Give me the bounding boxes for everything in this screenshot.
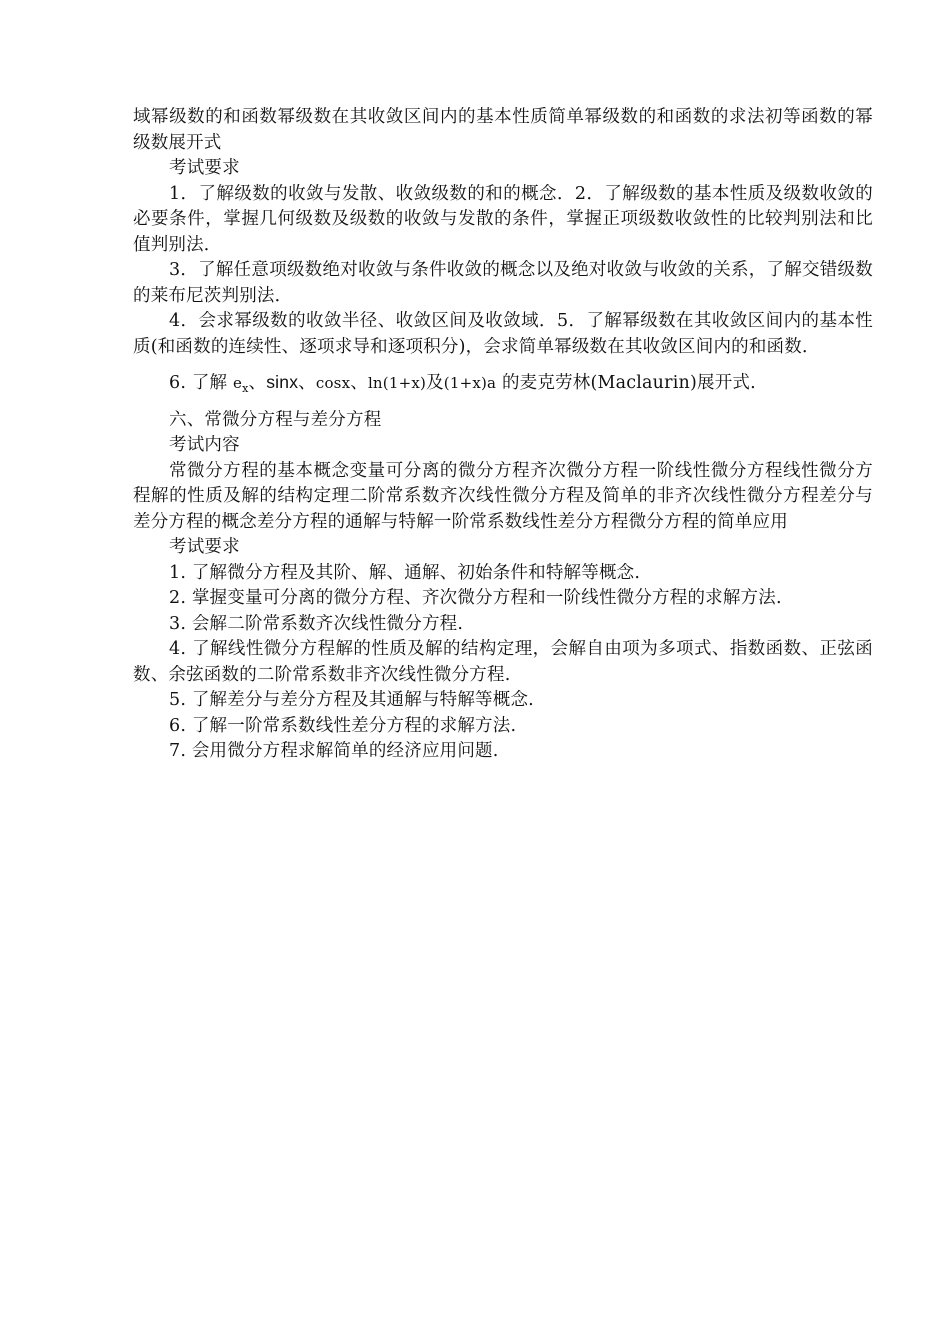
- req6-e: e: [233, 374, 243, 392]
- req6-prefix: 6. 了解: [169, 373, 234, 393]
- req6-and: 及: [426, 373, 444, 393]
- section5-requirements-title: 考试要求: [169, 158, 240, 178]
- section6-requirement-4: 4. 了解线性微分方程解的性质及解的结构定理，会解自由项为多项式、指数函数、正弦函数、余弦函数的二阶常系数非齐次线性微分方程.: [133, 639, 873, 685]
- section6-requirement-2: 2. 掌握变量可分离的微分方程、齐次微分方程和一阶线性微分方程的求解方法.: [169, 588, 782, 608]
- req6-sep2: 、: [298, 373, 316, 393]
- section6-requirement-5: 5. 了解差分与差分方程及其通解与特解等概念.: [169, 690, 534, 710]
- req6-cosx: cosx: [315, 374, 351, 392]
- req6-power: (1+x)a: [443, 374, 497, 392]
- req6-suffix: 的麦克劳林(Maclaurin)展开式.: [496, 373, 756, 393]
- section5-content-continuation: 域幂级数的和函数幂级数在其收敛区间内的基本性质简单幂级数的和函数的求法初等函数的幂级数展开式: [133, 107, 873, 153]
- section5-requirement-4-5: 4．会求幂级数的收敛半径、收敛区间及收敛域．5．了解幂级数在其收敛区间内的基本性质(和函数的连续性、逐项求导和逐项积分)，会求简单幂级数在其收敛区间内的和函数．: [133, 311, 873, 357]
- section6-requirement-3: 3. 会解二阶常系数齐次线性微分方程.: [169, 613, 464, 634]
- section6-content-title: 考试内容: [169, 435, 240, 455]
- req6-sinx: sinx: [266, 372, 299, 392]
- document-page: [133, 105, 873, 765]
- section6-title: 六、常微分方程与差分方程: [169, 409, 382, 430]
- req6-sep1: 、: [248, 373, 267, 393]
- section6-requirement-1: 1. 了解微分方程及其阶、解、通解、初始条件和特解等概念.: [169, 562, 641, 583]
- section5-requirement-3: 3．了解任意项级数绝对收敛与条件收敛的概念以及绝对收敛与收敛的关系，了解交错级数的莱布尼茨判别法．: [133, 260, 873, 306]
- section5-requirement-1-2: 1．了解级数的收敛与发散、收敛级数的和的概念．2．了解级数的基本性质及级数收敛的必要条件，掌握几何级数及级数的收敛与发散的条件，掌握正项级数收敛性的比较判别法和比值判别法．: [133, 183, 873, 255]
- section5-requirement-6: [133, 370, 873, 398]
- req6-ln: ln(1+x): [367, 374, 427, 392]
- req6-x-subscript: x: [242, 382, 249, 395]
- section6-requirement-6: 6. 了解一阶常系数线性差分方程的求解方法.: [169, 715, 517, 736]
- section6-content: 常微分方程的基本概念变量可分离的微分方程齐次微分方程一阶线性微分方程线性微分方程解的性质及解的结构定理二阶常系数齐次线性微分方程及简单的非齐次线性微分方程差分与差分方程的概念差分方程的通解与特解一阶常系数线性差分方程微分方程的简单应用: [133, 460, 873, 532]
- section6-requirements-title: 考试要求: [169, 537, 240, 557]
- section6-requirement-7: 7. 会用微分方程求解简单的经济应用问题.: [169, 741, 499, 761]
- req6-sep3: 、: [350, 373, 368, 393]
